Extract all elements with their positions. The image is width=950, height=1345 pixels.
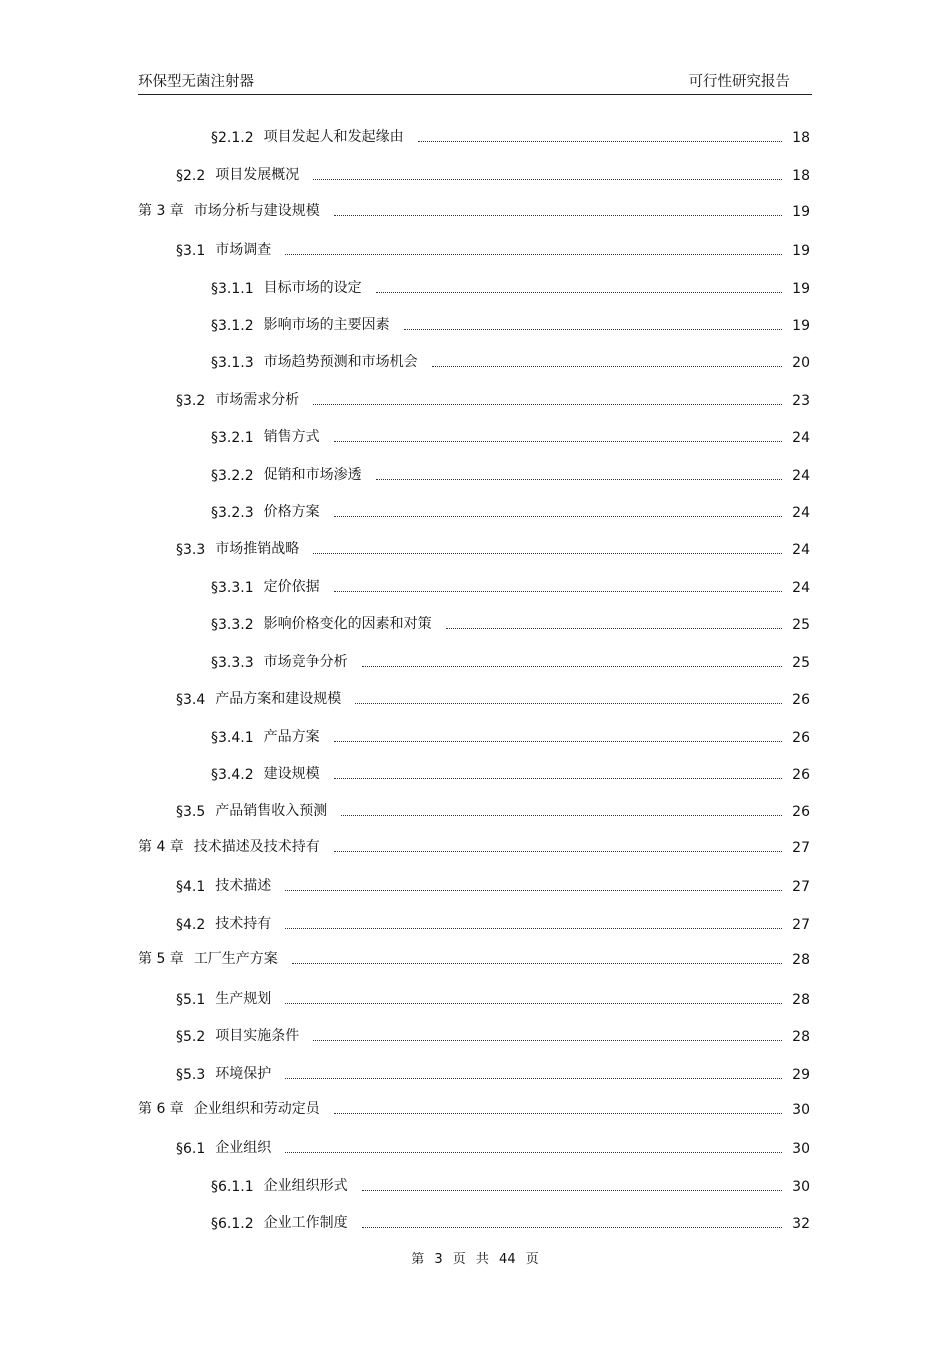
toc-dot-leader: [313, 179, 782, 180]
toc-entry-page-number: 19: [792, 281, 810, 297]
header-document-title: 环保型无菌注射器: [138, 74, 254, 90]
toc-entry-number: §3.1.1: [211, 281, 254, 297]
toc-dot-leader: [355, 703, 782, 704]
toc-entry[interactable]: [211, 426, 810, 446]
toc-entry-page-number: 30: [792, 1179, 810, 1195]
toc-entry-number: §3.2.1: [211, 430, 254, 446]
toc-dot-leader: [362, 1190, 782, 1191]
toc-entry[interactable]: [176, 1025, 810, 1045]
toc-entry-title: 市场趋势预测和市场机会: [263, 354, 418, 370]
toc-entry[interactable]: [138, 1098, 810, 1118]
toc-entry[interactable]: [211, 1175, 810, 1195]
toc-entry-number: §3.5: [176, 804, 206, 820]
toc-entry[interactable]: [176, 913, 810, 933]
toc-entry[interactable]: [176, 164, 810, 184]
toc-entry-number: §5.1: [176, 992, 206, 1008]
toc-entry-title: 市场竞争分析: [263, 654, 348, 670]
toc-dot-leader: [313, 404, 782, 405]
toc-entry-page-number: 26: [792, 730, 810, 746]
toc-entry-title: 技术描述: [215, 878, 272, 894]
toc-entry-page-number: 25: [792, 617, 810, 633]
toc-entry-page-number: 26: [792, 767, 810, 783]
toc-dot-leader: [334, 516, 782, 517]
toc-entry-title: 影响市场的主要因素: [263, 317, 390, 333]
toc-entry[interactable]: [176, 988, 810, 1008]
toc-dot-leader: [285, 254, 782, 255]
toc-entry-page-number: 20: [792, 355, 810, 371]
toc-dot-leader: [334, 741, 782, 742]
toc-entry-title: 项目发展概况: [215, 167, 300, 183]
toc-entry-number: §3.4.2: [211, 767, 254, 783]
toc-entry[interactable]: [211, 726, 810, 746]
toc-entry[interactable]: [138, 200, 810, 220]
toc-dot-leader: [362, 666, 782, 667]
toc-entry-number: 第 6 章: [138, 1101, 184, 1117]
page-footer: 第 3 页 共 44 页: [411, 1252, 539, 1267]
toc-entry-number: §3.3.2: [211, 617, 254, 633]
toc-dot-leader: [285, 928, 782, 929]
toc-entry[interactable]: [211, 314, 810, 334]
toc-entry-title: 销售方式: [263, 429, 320, 445]
toc-entry-number: §3.3.1: [211, 580, 254, 596]
header-report-type: 可行性研究报告: [688, 74, 790, 90]
toc-dot-leader: [292, 963, 782, 964]
toc-dot-leader: [432, 366, 782, 367]
toc-entry-page-number: 24: [792, 542, 810, 558]
toc-entry-title: 生产规划: [215, 991, 272, 1007]
toc-entry[interactable]: [138, 948, 810, 968]
toc-dot-leader: [334, 778, 782, 779]
toc-dot-leader: [341, 815, 782, 816]
toc-entry-page-number: 19: [792, 318, 810, 334]
toc-entry[interactable]: [176, 800, 810, 820]
toc-dot-leader: [334, 591, 782, 592]
toc-dot-leader: [285, 1078, 782, 1079]
toc-entry-page-number: 25: [792, 655, 810, 671]
toc-entry-page-number: 18: [792, 130, 810, 146]
toc-entry[interactable]: [138, 836, 810, 856]
toc-entry-page-number: 32: [792, 1216, 810, 1232]
toc-entry[interactable]: [211, 126, 810, 146]
toc-entry[interactable]: [176, 389, 810, 409]
toc-entry-number: §3.2.2: [211, 468, 254, 484]
toc-entry[interactable]: [176, 1137, 810, 1157]
toc-dot-leader: [404, 329, 782, 330]
toc-dot-leader: [334, 1113, 782, 1114]
toc-entry[interactable]: [176, 538, 810, 558]
toc-entry[interactable]: [211, 1212, 810, 1232]
toc-entry-page-number: 26: [792, 804, 810, 820]
toc-entry-number: 第 3 章: [138, 203, 184, 219]
toc-dot-leader: [376, 479, 782, 480]
toc-entry-number: 第 4 章: [138, 839, 184, 855]
toc-dot-leader: [334, 441, 782, 442]
toc-entry-number: §3.1: [176, 243, 206, 259]
toc-dot-leader: [313, 553, 782, 554]
toc-entry-number: §3.4.1: [211, 730, 254, 746]
toc-dot-leader: [334, 215, 782, 216]
toc-entry[interactable]: [211, 501, 810, 521]
toc-entry-page-number: 19: [792, 204, 810, 220]
toc-entry-page-number: 24: [792, 505, 810, 521]
toc-entry-number: §5.2: [176, 1029, 206, 1045]
toc-entry-title: 产品方案和建设规模: [215, 691, 342, 707]
toc-entry-title: 市场推销战略: [215, 541, 300, 557]
toc-dot-leader: [376, 292, 782, 293]
toc-entry-number: §3.3: [176, 542, 206, 558]
toc-entry-number: §5.3: [176, 1067, 206, 1083]
toc-entry-page-number: 28: [792, 1029, 810, 1045]
toc-entry-page-number: 30: [792, 1141, 810, 1157]
toc-entry-number: §6.1.1: [211, 1179, 254, 1195]
toc-entry-page-number: 23: [792, 393, 810, 409]
toc-entry-page-number: 28: [792, 952, 810, 968]
toc-dot-leader: [446, 628, 782, 629]
toc-entry-number: §4.2: [176, 917, 206, 933]
toc-entry-title: 企业组织: [215, 1140, 272, 1156]
toc-dot-leader: [334, 851, 782, 852]
toc-entry[interactable]: [211, 613, 810, 633]
toc-entry-title: 目标市场的设定: [263, 280, 362, 296]
toc-entry-title: 市场需求分析: [215, 392, 300, 408]
toc-entry-number: §3.3.3: [211, 655, 254, 671]
toc-entry-number: §6.1.2: [211, 1216, 254, 1232]
toc-entry-page-number: 30: [792, 1102, 810, 1118]
toc-entry-title: 技术描述及技术持有: [193, 839, 320, 855]
toc-entry-title: 企业组织和劳动定员: [193, 1101, 320, 1117]
toc-entry-page-number: 28: [792, 992, 810, 1008]
toc-entry[interactable]: [176, 239, 810, 259]
toc-dot-leader: [418, 141, 782, 142]
toc-entry[interactable]: [176, 875, 810, 895]
toc-entry-number: §6.1: [176, 1141, 206, 1157]
toc-entry-page-number: 27: [792, 879, 810, 895]
toc-entry-number: §3.4: [176, 692, 206, 708]
toc-entry-title: 项目发起人和发起缘由: [263, 129, 404, 145]
toc-entry-title: 价格方案: [263, 504, 320, 520]
toc-entry-page-number: 24: [792, 430, 810, 446]
toc-entry-page-number: 24: [792, 468, 810, 484]
toc-entry-title: 技术持有: [215, 916, 272, 932]
toc-entry-page-number: 26: [792, 692, 810, 708]
toc-entry-title: 产品方案: [263, 729, 320, 745]
toc-entry-title: 市场分析与建设规模: [193, 203, 320, 219]
toc-entry-title: 定价依据: [263, 579, 320, 595]
toc-entry-title: 工厂生产方案: [193, 951, 278, 967]
toc-dot-leader: [362, 1227, 782, 1228]
toc-dot-leader: [285, 1003, 782, 1004]
toc-entry[interactable]: [211, 351, 810, 371]
toc-entry-title: 项目实施条件: [215, 1028, 300, 1044]
toc-entry-title: 市场调查: [215, 242, 272, 258]
toc-entry-page-number: 19: [792, 243, 810, 259]
toc-entry-title: 企业组织形式: [263, 1178, 348, 1194]
toc-dot-leader: [285, 1152, 782, 1153]
toc-entry-title: 建设规模: [263, 766, 320, 782]
toc-entry-number: §3.1.2: [211, 318, 254, 334]
toc-entry[interactable]: [211, 464, 810, 484]
toc-entry-title: 产品销售收入预测: [215, 803, 328, 819]
toc-entry-page-number: 29: [792, 1067, 810, 1083]
toc-entry[interactable]: [211, 651, 810, 671]
toc-entry-number: §3.1.3: [211, 355, 254, 371]
toc-entry[interactable]: [211, 277, 810, 297]
toc-entry[interactable]: [176, 688, 810, 708]
toc-entry-page-number: 24: [792, 580, 810, 596]
toc-entry-number: 第 5 章: [138, 951, 184, 967]
toc-entry-title: 企业工作制度: [263, 1215, 348, 1231]
toc-entry-page-number: 27: [792, 917, 810, 933]
toc-entry[interactable]: [176, 1063, 810, 1083]
toc-entry-title: 环境保护: [215, 1066, 272, 1082]
toc-entry-number: §4.1: [176, 879, 206, 895]
toc-entry-number: §2.1.2: [211, 130, 254, 146]
toc-entry-title: 影响价格变化的因素和对策: [263, 616, 432, 632]
toc-entry[interactable]: [211, 576, 810, 596]
toc-entry-title: 促销和市场渗透: [263, 467, 362, 483]
toc-dot-leader: [285, 890, 782, 891]
toc-entry-number: §3.2.3: [211, 505, 254, 521]
toc-entry-number: §3.2: [176, 393, 206, 409]
toc-entry-page-number: 27: [792, 840, 810, 856]
toc-entry-number: §2.2: [176, 168, 206, 184]
toc-dot-leader: [313, 1040, 782, 1041]
toc-entry-page-number: 18: [792, 168, 810, 184]
toc-entry[interactable]: [211, 763, 810, 783]
